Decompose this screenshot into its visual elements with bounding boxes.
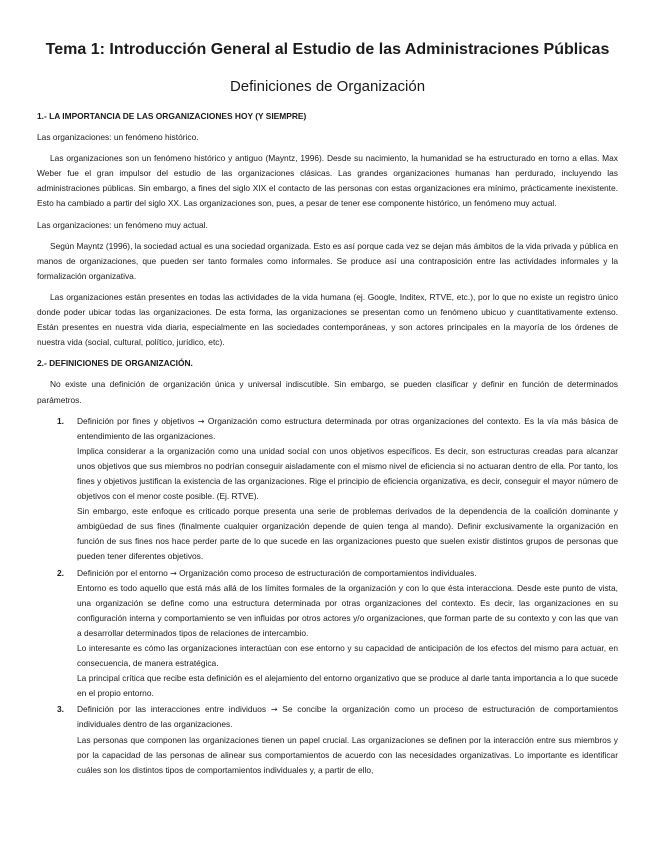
list-item	[37, 566, 618, 702]
list-item-paragraph: Sin embargo, este enfoque es criticado porque presenta una serie de problemas derivados de la dependencia de la coalición dominante y ambigüedad de sus fines (finalmente cualquier organización depende de quien tenga al mando). Definir exclusivamente la organización en función de sus fines nos hace perder parte de lo que sucede en las organizaciones puesto que suelen existir distintos grupos de personas que pueden tener diferentes objetivos.	[77, 506, 618, 562]
section-1-subheading-current: Las organizaciones: un fenómeno muy actual.	[37, 219, 208, 230]
list-item-lead	[77, 566, 618, 581]
list-item-paragraph: Las personas que componen las organizaciones tienen un papel crucial. Las organizaciones se definen por la interacción entre sus miembros y por la capacidad de las personas de alinear sus comportamientos de acuerdo con las necesidades organizativas. Lo importante es identificar cuáles son los distintos tipos de comportamientos individuales y, a partir de ello,	[77, 734, 618, 775]
list-item-paragraph: Implica considerar a la organización como una unidad social con unos objetivos específicos. Es decir, son estructuras creadas para alcanzar unos objetivos que sus miembros no podrían conseguir aisladamente con el mismo nivel de eficiencia si no actuaran dentro de ella. Por tanto, los fines y objetivos justifican la existencia de las organizaciones. Rige el principio de eficiencia organizativa, es decir, conseguir el mayor número de objetivos con el menor coste posible. (Ej. RTVE).	[77, 445, 618, 502]
arrow-right-icon: →	[170, 568, 177, 578]
list-item-lead	[77, 702, 618, 732]
list-item-number: 1.	[57, 415, 64, 426]
section-2-heading: 2.- DEFINICIONES DE ORGANIZACIÓN.	[37, 358, 193, 369]
page-title: Tema 1: Introducción General al Estudio de las Administraciones Públicas	[45, 41, 610, 58]
list-item-paragraph: Lo interesante es cómo las organizaciones interactúan con ese entorno y su capacidad de anticipación de los efectos del mismo para actuar, en consecuencia, de manera estratégica.	[77, 643, 618, 669]
list-item-lead-label: Definición por el entorno	[77, 567, 168, 578]
list-item-paragraph: Entorno es todo aquello que está más allá de los límites formales de la organización y con lo que ésta interacciona. Desde este punto de vista, una organización se define como una estructura determinada por otras organizaciones del contexto. Es decir, las organizaciones en su configuración interna y comportamiento se ven influidas por otros actores y/o organizaciones, que forman parte de su contexto y con las que van a desarrollar determinados tipos de relaciones de intercambio.	[77, 582, 618, 638]
list-item-lead-text: Organización como estructura determinada por otras organizaciones del contexto. Es la vía más básica de entendimiento de las organizaciones.	[77, 415, 619, 441]
list-item-lead	[77, 414, 618, 444]
definitions-list	[37, 414, 618, 778]
arrow-right-icon: →	[270, 705, 278, 715]
page-subtitle: Definiciones de Organización	[229, 78, 426, 95]
section-1-paragraph-1: Las organizaciones son un fenómeno histórico y antiguo (Mayntz, 1996). Desde su nacimiento, la humanidad se ha estructurado en torno a ellas. Max Weber fue el gran impulsor del estudio de las organizaciones clásicas. Las grandes organizaciones humanas han perdurado, incluyendo las administraciones públicas. Sin embargo, a fines del siglo XIX el contacto de las personas con estas organizaciones era mínimo, prácticamente inexistente. Esto ha cambiado a partir del siglo XX. Las organizaciones son, pues, a pesar de tener ese componente histórico, un fenómeno muy actual.	[37, 153, 618, 209]
section-1-paragraph-3: Las organizaciones están presentes en todas las actividades de la vida humana (ej. Google, Inditex, RTVE, etc.), por lo que no existe un registro único donde poder ubicar todas las organizaciones. De esta forma, las organizaciones se presentan como un fenómeno ubicuo y cuantitativamente extenso. Están presentes en nuestra vida diaria, especialmente en las sociedades contemporáneas, y son actores principales en la mayoría de los órdenes de nuestra vida (social, cultural, político, jurídico, etc).	[37, 291, 618, 348]
list-item-lead-label: Definición por fines y objetivos	[77, 415, 195, 426]
list-item-lead-text: Organización como proceso de estructuración de comportamientos individuales.	[179, 567, 477, 578]
section-2-intro: No existe una definición de organización única y universal indiscutible. Sin embargo, se pueden clasificar y definir en función de determinados parámetros.	[37, 379, 618, 405]
list-item-lead-text: Se concibe la organización como un proceso de estructuración de comportamientos individuales dentro de las organizaciones.	[77, 704, 619, 730]
list-item-lead-label: Definición por las interacciones entre individuos	[77, 704, 267, 715]
section-1-heading: 1.- LA IMPORTANCIA DE LAS ORGANIZACIONES HOY (Y SIEMPRE)	[37, 111, 307, 121]
document-body	[37, 109, 618, 779]
section-1-subheading-historic: Las organizaciones: un fenómeno histórico.	[37, 132, 199, 143]
arrow-right-icon: →	[197, 416, 205, 426]
list-item	[37, 414, 618, 565]
list-item	[37, 702, 618, 777]
list-item-paragraph: La principal crítica que recibe esta definición es el alejamiento del entorno organizativo que se produce al darle tanta importancia a lo que sucede en el propio entorno.	[77, 673, 618, 699]
section-1-paragraph-2: Según Mayntz (1996), la sociedad actual es una sociedad organizada. Esto es así porque cada vez se dejan más ámbitos de la vida privada y pública en manos de organizaciones, que pueden ser tanto formales como informales. Se produce así una contraposición entre las actividades informales y la formalización organizativa.	[37, 240, 618, 281]
list-item-number: 2.	[57, 567, 64, 578]
list-item-number: 3.	[57, 704, 64, 715]
